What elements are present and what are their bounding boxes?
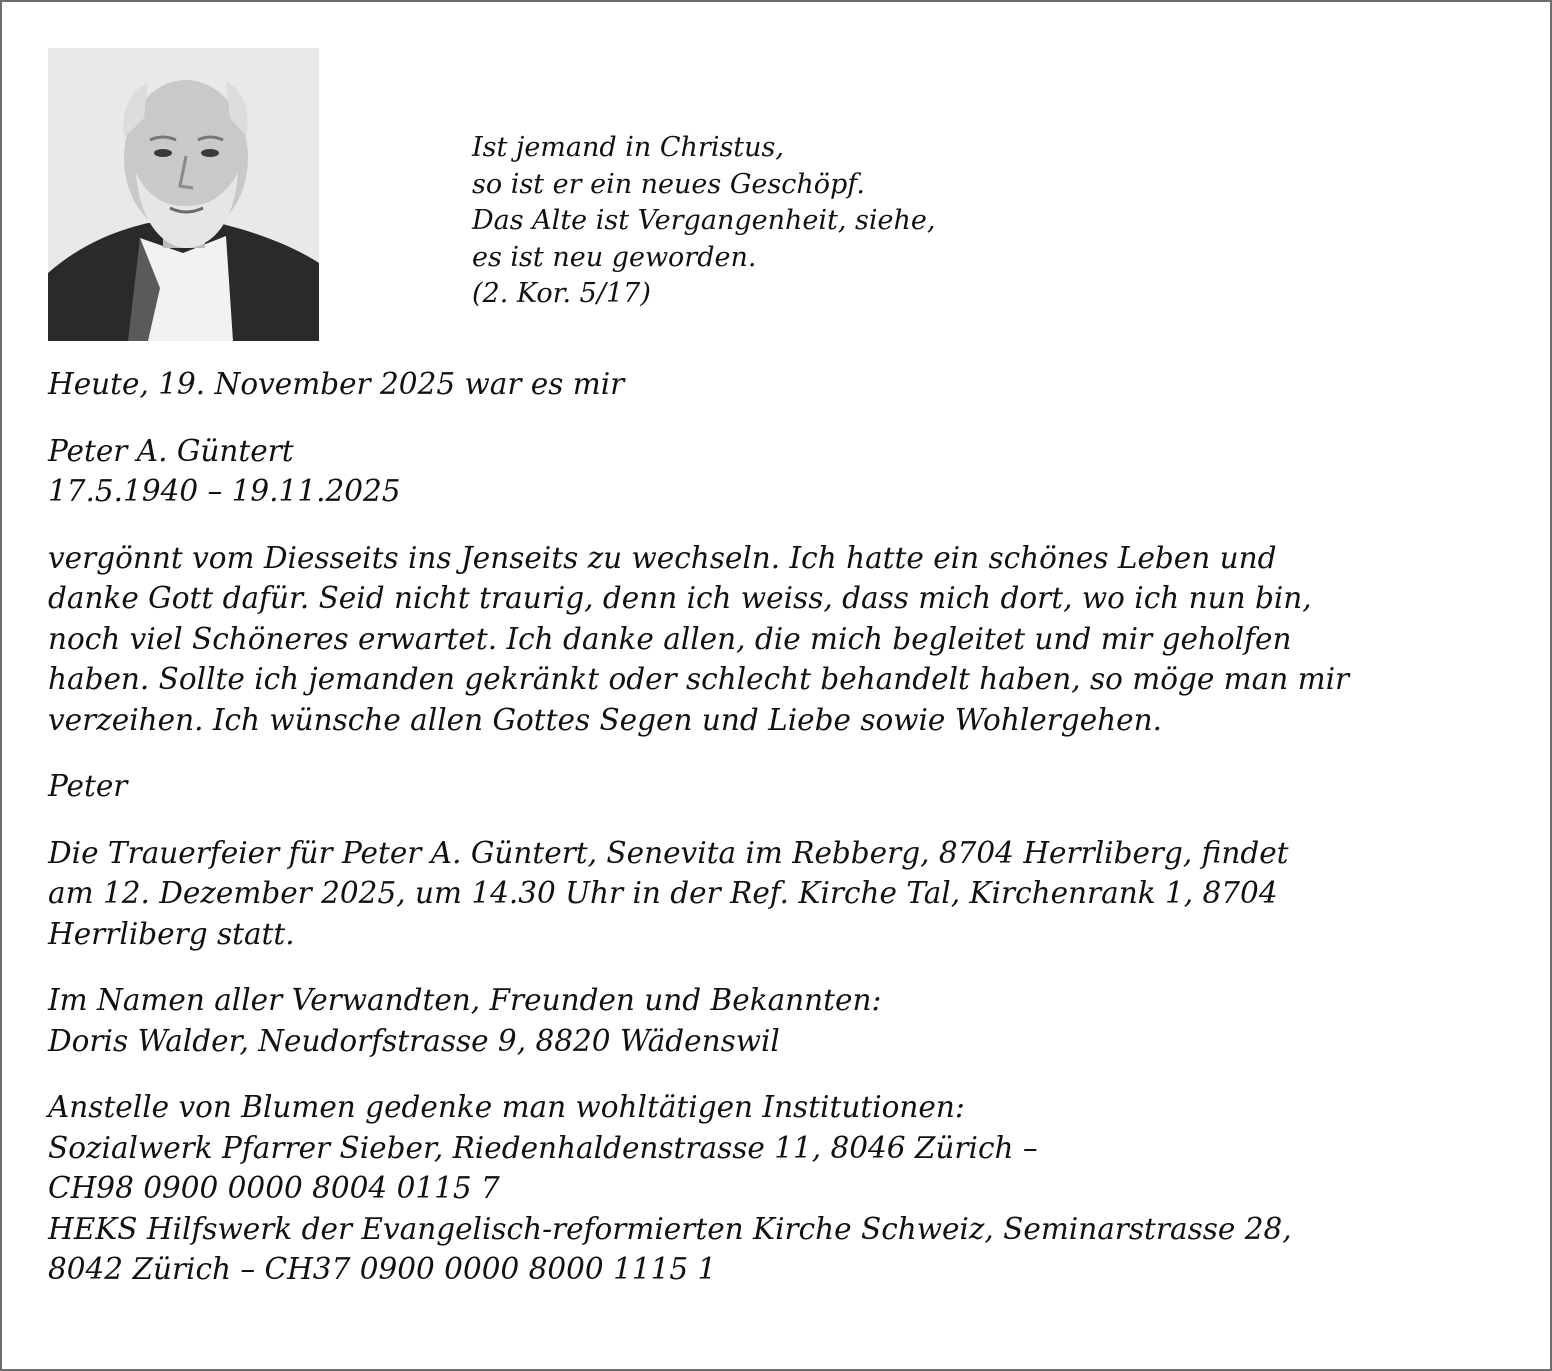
signature-paragraph bbox=[48, 766, 1518, 807]
intro-line: Heute, 19. November 2025 war es mir bbox=[48, 367, 625, 401]
deceased-block bbox=[48, 431, 1518, 512]
funeral-line: Herrliberg statt. bbox=[48, 916, 295, 951]
donations-paragraph bbox=[48, 1087, 1518, 1290]
obituary-text bbox=[48, 364, 1518, 1319]
donations-iban: 8042 Zürich – CH37 0900 0000 8000 1115 1 bbox=[48, 1252, 717, 1286]
family-paragraph bbox=[48, 980, 1518, 1061]
family-line: Im Namen aller Verwandten, Freunden und Bekannten: bbox=[48, 983, 882, 1017]
funeral-line: am 12. Dezember 2025, um 14.30 Uhr in der Ref. Kirche Tal, Kirchenrank 1, 8704 bbox=[48, 876, 1278, 910]
donations-line: HEKS Hilfswerk der Evangelisch-reformierten Kirche Schweiz, Seminarstrasse 28, bbox=[48, 1211, 1292, 1246]
funeral-paragraph bbox=[48, 833, 1518, 955]
message-line: vergönnt vom Diesseits ins Jenseits zu wechseln. Ich hatte ein schönes Leben und bbox=[48, 540, 1277, 575]
donations-line: Sozialwerk Pfarrer Sieber, Riedenhaldenstrasse 11, 8046 Zürich – bbox=[48, 1130, 1038, 1165]
family-contact: Doris Walder, Neudorfstrasse 9, 8820 Wädenswil bbox=[48, 1023, 780, 1058]
message-line: noch viel Schöneres erwartet. Ich danke allen, die mich begleitet und mir geholfen bbox=[48, 621, 1292, 656]
verse-line: es ist neu geworden. bbox=[472, 241, 757, 273]
message-line: haben. Sollte ich jemanden gekränkt oder schlecht behandelt haben, so möge man mir bbox=[48, 662, 1350, 696]
verse-reference: (2. Kor. 5/17) bbox=[472, 278, 651, 309]
funeral-line: Die Trauerfeier für Peter A. Güntert, Senevita im Rebberg, 8704 Herrliberg, findet bbox=[48, 835, 1289, 870]
message-paragraph bbox=[48, 538, 1518, 741]
verse-line: Ist jemand in Christus, bbox=[472, 132, 784, 163]
donations-iban: CH98 0900 0000 8004 0115 7 bbox=[48, 1171, 500, 1205]
verse-line: Das Alte ist Vergangenheit, siehe, bbox=[472, 205, 936, 236]
message-line: danke Gott dafür. Seid nicht traurig, denn ich weiss, dass mich dort, wo ich nun bin, bbox=[48, 581, 1312, 615]
verse-line: so ist er ein neues Geschöpf. bbox=[472, 168, 865, 200]
deceased-name: Peter A. Güntert bbox=[48, 433, 294, 468]
signature: Peter bbox=[48, 769, 128, 803]
donations-line: Anstelle von Blumen gedenke man wohltätigen Institutionen: bbox=[48, 1090, 965, 1124]
message-line: verzeihen. Ich wünsche allen Gottes Segen und Liebe sowie Wohlergehen. bbox=[48, 702, 1162, 737]
portrait-photo bbox=[48, 48, 319, 341]
bible-verse bbox=[472, 130, 935, 313]
portrait-image bbox=[48, 48, 319, 341]
intro-paragraph bbox=[48, 364, 1518, 405]
deceased-dates: 17.5.1940 – 19.11.2025 bbox=[48, 474, 401, 508]
